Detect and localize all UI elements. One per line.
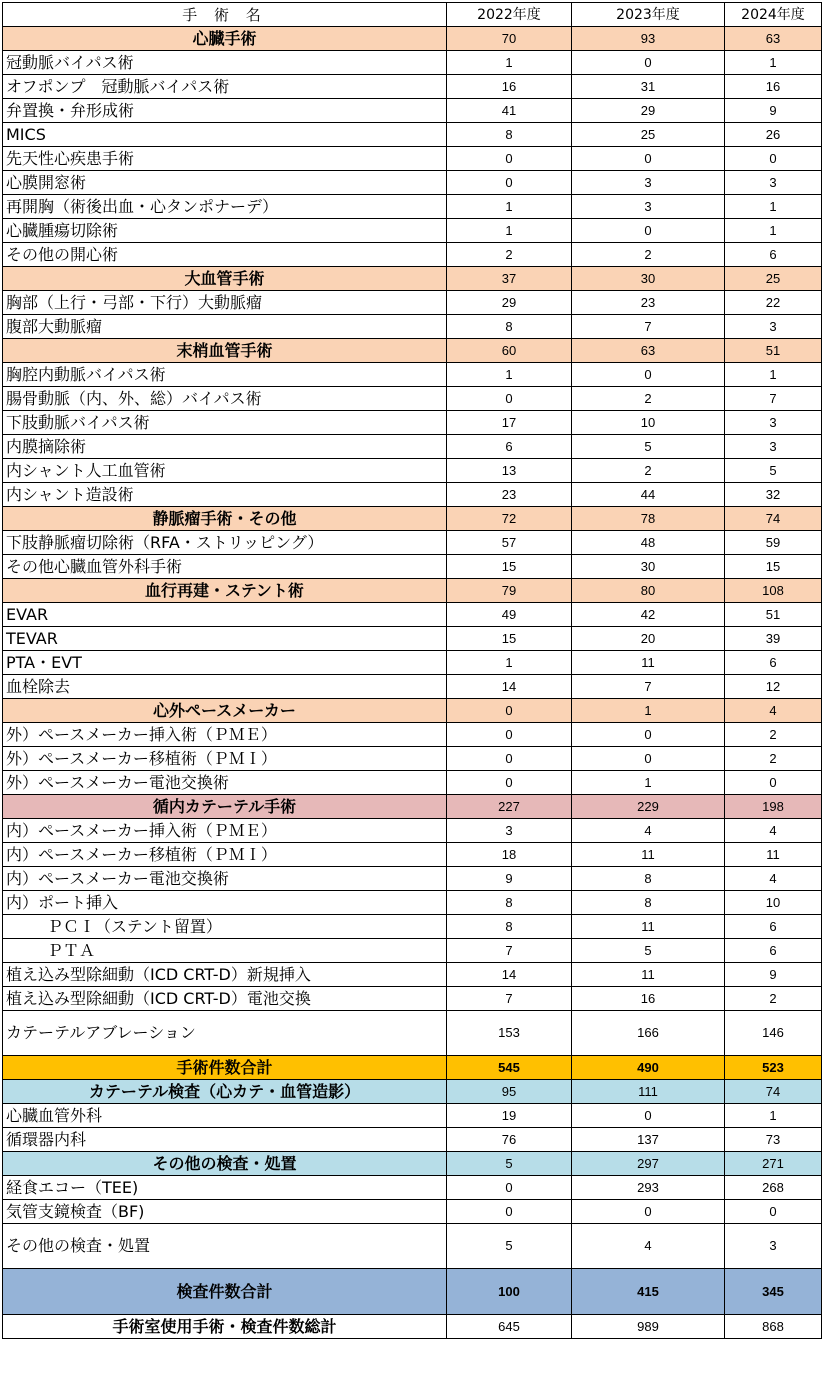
value-2024: 146 [725,1011,822,1056]
value-2023: 0 [572,219,725,243]
table-row [3,1176,822,1200]
value-2023: 30 [572,555,725,579]
table-row [3,435,822,459]
value-2022: 0 [447,771,572,795]
table-row [3,387,822,411]
row-name: 胸部（上行・弓部・下行）大動脈瘤 [3,291,447,315]
surgery-count-table [2,2,822,1339]
value-2023: 3 [572,195,725,219]
row-name: 気管支鏡検査（BF) [3,1200,447,1224]
table-row [3,1200,822,1224]
header-2023: 2023年度 [572,3,725,27]
header-2022: 2022年度 [447,3,572,27]
row-name: 循内カテーテル手術 [3,795,447,819]
row-name: 心外ペースメーカー [3,699,447,723]
value-2024: 4 [725,819,822,843]
row-name: 心臓血管外科 [3,1104,447,1128]
value-2023: 0 [572,147,725,171]
value-2022: 16 [447,75,572,99]
value-2024: 74 [725,1080,822,1104]
value-2022: 5 [447,1224,572,1269]
category-row [3,1080,822,1104]
value-2024: 51 [725,603,822,627]
table-row [3,963,822,987]
table-row [3,555,822,579]
value-2023: 415 [572,1269,725,1315]
value-2024: 9 [725,99,822,123]
value-2024: 7 [725,387,822,411]
value-2023: 93 [572,27,725,51]
table-row [3,1104,822,1128]
value-2023: 63 [572,339,725,363]
table-row [3,771,822,795]
value-2022: 23 [447,483,572,507]
row-name: 植え込み型除細動（ICD CRT-D）電池交換 [3,987,447,1011]
value-2023: 5 [572,435,725,459]
row-name: 外）ペースメーカー挿入術（ＰＭＥ） [3,723,447,747]
value-2024: 15 [725,555,822,579]
value-2023: 10 [572,411,725,435]
value-2023: 8 [572,891,725,915]
value-2022: 545 [447,1056,572,1080]
value-2023: 2 [572,387,725,411]
row-name: 内シャント人工血管術 [3,459,447,483]
value-2022: 0 [447,1176,572,1200]
value-2022: 8 [447,123,572,147]
value-2022: 0 [447,699,572,723]
total-row [3,1056,822,1080]
table-row [3,987,822,1011]
table-row [3,75,822,99]
row-name: その他の検査・処置 [3,1152,447,1176]
value-2022: 7 [447,939,572,963]
value-2024: 1 [725,195,822,219]
table-row [3,915,822,939]
value-2024: 39 [725,627,822,651]
value-2023: 137 [572,1128,725,1152]
value-2023: 31 [572,75,725,99]
row-name: 経食エコー（TEE) [3,1176,447,1200]
value-2022: 8 [447,915,572,939]
row-name: 内）ポート挿入 [3,891,447,915]
row-name: 先天性心疾患手術 [3,147,447,171]
row-name: 内）ペースメーカー移植術（ＰＭＩ） [3,843,447,867]
row-name: 血栓除去 [3,675,447,699]
value-2024: 1 [725,1104,822,1128]
table-row [3,747,822,771]
row-name: 静脈瘤手術・その他 [3,507,447,531]
row-name: 大血管手術 [3,267,447,291]
value-2024: 4 [725,867,822,891]
value-2023: 11 [572,651,725,675]
value-2024: 3 [725,171,822,195]
value-2022: 2 [447,243,572,267]
value-2022: 0 [447,387,572,411]
row-name: 腸骨動脈（内、外、総）バイパス術 [3,387,447,411]
value-2022: 17 [447,411,572,435]
header-row [3,3,822,27]
header-name: 手 術 名 [3,3,447,27]
table-row [3,315,822,339]
value-2024: 73 [725,1128,822,1152]
row-name: 内シャント造設術 [3,483,447,507]
value-2023: 2 [572,243,725,267]
value-2024: 2 [725,747,822,771]
value-2022: 1 [447,195,572,219]
table-row [3,891,822,915]
value-2024: 3 [725,411,822,435]
value-2024: 6 [725,939,822,963]
value-2023: 5 [572,939,725,963]
row-name: 心臓手術 [3,27,447,51]
value-2023: 44 [572,483,725,507]
header-2024: 2024年度 [725,3,822,27]
value-2024: 12 [725,675,822,699]
row-name: ＰＴＡ [3,939,447,963]
table-row [3,651,822,675]
value-2024: 2 [725,987,822,1011]
value-2024: 345 [725,1269,822,1315]
value-2024: 63 [725,27,822,51]
row-name: 内）ペースメーカー挿入術（ＰＭＥ） [3,819,447,843]
value-2023: 25 [572,123,725,147]
value-2024: 3 [725,435,822,459]
value-2022: 0 [447,723,572,747]
value-2024: 0 [725,1200,822,1224]
value-2023: 0 [572,723,725,747]
value-2023: 293 [572,1176,725,1200]
table-row [3,171,822,195]
value-2022: 37 [447,267,572,291]
value-2023: 48 [572,531,725,555]
value-2024: 22 [725,291,822,315]
table-row [3,867,822,891]
row-name: 弁置換・弁形成術 [3,99,447,123]
table-row [3,843,822,867]
value-2023: 4 [572,819,725,843]
table-row [3,195,822,219]
value-2022: 72 [447,507,572,531]
row-name: TEVAR [3,627,447,651]
value-2022: 15 [447,627,572,651]
value-2023: 42 [572,603,725,627]
value-2024: 16 [725,75,822,99]
value-2022: 8 [447,891,572,915]
value-2022: 227 [447,795,572,819]
value-2022: 1 [447,51,572,75]
row-name: その他の検査・処置 [3,1224,447,1269]
value-2024: 108 [725,579,822,603]
table-row [3,219,822,243]
row-name: 冠動脈バイパス術 [3,51,447,75]
value-2024: 1 [725,219,822,243]
total-row [3,1269,822,1315]
value-2022: 5 [447,1152,572,1176]
value-2023: 0 [572,1104,725,1128]
value-2022: 645 [447,1315,572,1339]
category-row [3,699,822,723]
row-name: 検査件数合計 [3,1269,447,1315]
value-2023: 20 [572,627,725,651]
value-2022: 70 [447,27,572,51]
value-2023: 166 [572,1011,725,1056]
value-2022: 7 [447,987,572,1011]
value-2024: 1 [725,51,822,75]
row-name: その他の開心術 [3,243,447,267]
value-2022: 0 [447,747,572,771]
value-2023: 989 [572,1315,725,1339]
table-row [3,627,822,651]
table-row [3,723,822,747]
value-2023: 78 [572,507,725,531]
value-2022: 1 [447,219,572,243]
value-2022: 18 [447,843,572,867]
value-2023: 229 [572,795,725,819]
value-2023: 7 [572,675,725,699]
row-name: 手術件数合計 [3,1056,447,1080]
value-2024: 6 [725,915,822,939]
value-2023: 11 [572,963,725,987]
value-2022: 79 [447,579,572,603]
value-2022: 57 [447,531,572,555]
value-2022: 14 [447,675,572,699]
row-name: 心膜開窓術 [3,171,447,195]
value-2024: 271 [725,1152,822,1176]
value-2022: 0 [447,171,572,195]
value-2024: 0 [725,771,822,795]
value-2023: 1 [572,699,725,723]
value-2023: 0 [572,747,725,771]
value-2022: 19 [447,1104,572,1128]
grand-total-row [3,1315,822,1339]
table-row [3,51,822,75]
value-2023: 4 [572,1224,725,1269]
value-2022: 1 [447,363,572,387]
row-name: カテーテルアブレーション [3,1011,447,1056]
value-2024: 9 [725,963,822,987]
row-name: 下肢静脈瘤切除術（RFA・ストリッピング） [3,531,447,555]
value-2022: 15 [447,555,572,579]
category-row [3,795,822,819]
value-2024: 74 [725,507,822,531]
row-name: 末梢血管手術 [3,339,447,363]
table-row [3,819,822,843]
value-2024: 523 [725,1056,822,1080]
row-name: 腹部大動脈瘤 [3,315,447,339]
value-2022: 8 [447,315,572,339]
table-row [3,363,822,387]
row-name: 外）ペースメーカー電池交換術 [3,771,447,795]
category-row [3,1152,822,1176]
value-2022: 0 [447,147,572,171]
value-2023: 29 [572,99,725,123]
table-row [3,123,822,147]
value-2023: 11 [572,915,725,939]
value-2024: 59 [725,531,822,555]
category-row [3,579,822,603]
table-row [3,243,822,267]
table-row [3,531,822,555]
value-2023: 11 [572,843,725,867]
value-2024: 198 [725,795,822,819]
value-2023: 2 [572,459,725,483]
row-name: 再開胸（術後出血・心タンポナーデ） [3,195,447,219]
value-2022: 76 [447,1128,572,1152]
value-2024: 868 [725,1315,822,1339]
value-2023: 23 [572,291,725,315]
value-2023: 30 [572,267,725,291]
value-2024: 6 [725,243,822,267]
row-name: EVAR [3,603,447,627]
table-row [3,939,822,963]
value-2022: 95 [447,1080,572,1104]
value-2023: 7 [572,315,725,339]
value-2022: 3 [447,819,572,843]
category-row [3,267,822,291]
row-name: MICS [3,123,447,147]
value-2023: 3 [572,171,725,195]
category-row [3,339,822,363]
value-2022: 100 [447,1269,572,1315]
value-2023: 490 [572,1056,725,1080]
value-2024: 4 [725,699,822,723]
value-2023: 1 [572,771,725,795]
value-2023: 8 [572,867,725,891]
value-2024: 0 [725,147,822,171]
table-row [3,291,822,315]
table-row [3,675,822,699]
value-2024: 51 [725,339,822,363]
value-2023: 111 [572,1080,725,1104]
value-2024: 5 [725,459,822,483]
value-2024: 3 [725,1224,822,1269]
row-name: 内）ペースメーカー電池交換術 [3,867,447,891]
value-2024: 6 [725,651,822,675]
row-name: ＰＣＩ（ステント留置） [3,915,447,939]
category-row [3,507,822,531]
value-2024: 268 [725,1176,822,1200]
value-2022: 13 [447,459,572,483]
row-name: 内膜摘除術 [3,435,447,459]
value-2022: 60 [447,339,572,363]
category-row [3,27,822,51]
value-2024: 2 [725,723,822,747]
value-2022: 1 [447,651,572,675]
row-name: 植え込み型除細動（ICD CRT-D）新規挿入 [3,963,447,987]
table-row [3,1224,822,1269]
value-2023: 16 [572,987,725,1011]
value-2024: 1 [725,363,822,387]
value-2024: 25 [725,267,822,291]
value-2023: 80 [572,579,725,603]
value-2022: 14 [447,963,572,987]
value-2022: 49 [447,603,572,627]
table-row [3,147,822,171]
value-2024: 32 [725,483,822,507]
value-2022: 9 [447,867,572,891]
value-2023: 0 [572,51,725,75]
row-name: 血行再建・ステント術 [3,579,447,603]
table-row [3,1011,822,1056]
value-2022: 0 [447,1200,572,1224]
table-row [3,459,822,483]
value-2022: 153 [447,1011,572,1056]
row-name: 循環器内科 [3,1128,447,1152]
row-name: その他心臓血管外科手術 [3,555,447,579]
value-2024: 26 [725,123,822,147]
row-name: 手術室使用手術・検査件数総計 [3,1315,447,1339]
value-2023: 297 [572,1152,725,1176]
row-name: 心臓腫瘍切除術 [3,219,447,243]
row-name: 下肢動脈バイパス術 [3,411,447,435]
value-2023: 0 [572,1200,725,1224]
row-name: 胸腔内動脈バイパス術 [3,363,447,387]
value-2024: 11 [725,843,822,867]
table-row [3,411,822,435]
table-row [3,483,822,507]
table-row [3,99,822,123]
row-name: カテーテル検査（心カテ・血管造影） [3,1080,447,1104]
value-2024: 3 [725,315,822,339]
row-name: 外）ペースメーカー移植術（ＰＭＩ） [3,747,447,771]
table-row [3,603,822,627]
value-2024: 10 [725,891,822,915]
value-2022: 41 [447,99,572,123]
value-2023: 0 [572,363,725,387]
row-name: オフポンプ 冠動脈バイパス術 [3,75,447,99]
value-2022: 29 [447,291,572,315]
value-2022: 6 [447,435,572,459]
table-row [3,1128,822,1152]
row-name: PTA・EVT [3,651,447,675]
